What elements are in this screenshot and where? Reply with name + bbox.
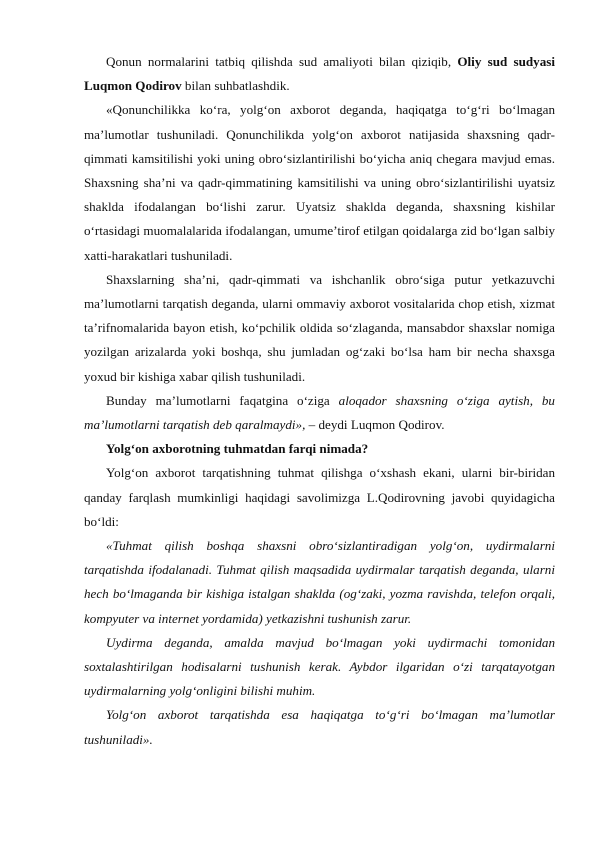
italic-paragraph-false-info	[84, 703, 555, 751]
paragraph-exception	[84, 389, 555, 437]
interviewee-name: Oliy sud sudyasi Luqmon Qodirov	[84, 54, 555, 94]
exception-text-end: – deydi Luqmon Qodirov.	[305, 417, 445, 433]
intro-text-start: Qonun normalarini tatbiq qilishda sud amaliyoti bilan qiziqib,	[106, 54, 458, 69]
exception-text-start: Bunday ma’lumotlarni faqatgina o‘ziga	[106, 392, 339, 408]
section-heading: Yolg‘on axborotning tuhmatdan farqi nimada?	[106, 441, 369, 457]
paragraph-dissemination: Shaxslarning sha’ni, qadr-qimmati va ishchanlik obro‘siga putur yetkazuvchi ma’lumotlarni tarqatish deganda, ularni ommaviy axborot vositalarida chop etish, xizmat ta’rifnomalarida bayon etish, ko‘pchilik oldida so‘zlaganda, mansabdor shaxslar nomiga yozilgan arizalarda yoki boshqa, shu jumladan og‘zaki bo‘lsa ham bir necha shaxsga yoxud bir kishiga xabar qilish tushuniladi.	[84, 271, 555, 384]
intro-text-end: bilan suhbatlashdik.	[181, 78, 290, 94]
exception-text-italic: aloqador shaxsning o‘ziga aytish, bu ma’lumotlarni tarqatish deb qaralmaydi»,	[84, 392, 555, 433]
fabrication-text: Uydirma deganda, amalda mavjud bo‘lmagan yoki uydirmachi tomonidan soxtalashtirilgan hodisalarni tushunish kerak. Aybdor ilgaridan o‘zi tarqatayotgan uydirmalarning yolg‘onligini bilishi muhim.	[84, 634, 555, 699]
quote-paragraph-definition: «Qonunchilikka ko‘ra, yolg‘on axborot deganda, haqiqatga to‘g‘ri bo‘lmagan ma’lumotlar tushuniladi. Qonunchilikda yolg‘on axborot natijasida shaxsning qadr-qimmati kamsitilishi yoki uning obro‘sizlantirilishi bo‘yicha aniq chegara mavjud emas. Shaxsning sha’ni va qadr-qimmatining kamsitilishi va uning obro‘sizlantirilishi uyatsiz shaklda ifodalangan bo‘lishi zarur. Uyatsiz shaklda deganda, shaxsning kishilar o‘rtasidagi muomalalarida ifodalangan, umume’tirof etilgan qoidalarga zid bo‘lgan salbiy xatti-harakatlari tushuniladi.	[84, 102, 555, 263]
intro-paragraph	[84, 50, 555, 98]
false-info-text: Yolg‘on axborot tarqatishda esa haqiqatga to‘g‘ri bo‘lmagan ma’lumotlar tushuniladi».	[84, 707, 555, 747]
italic-paragraph-fabrication	[84, 631, 555, 704]
italic-paragraph-slander	[84, 534, 555, 631]
slander-text: «Tuhmat qilish boshqa shaxsni obro‘sizlantiradigan yolg‘on, uydirmalarni tarqatishda ifodalanadi. Tuhmat qilish maqsadida uydirmalar tarqatish deganda, ularni hech bo‘lmaganda bir kishiga istalgan shaklda (og‘zaki, yozma ravishda, telefon orqali, kompyuter va internet yordamida) yetkazishni tushunish zarur.	[84, 538, 555, 626]
paragraph-question: Yolg‘on axborot tarqatishning tuhmat qilishga o‘xshash ekani, ularni bir-biridan qanday farqlash mumkinligi haqidagi savolimizga L.Qodirovning javobi quyidagicha bo‘ldi:	[84, 465, 555, 529]
